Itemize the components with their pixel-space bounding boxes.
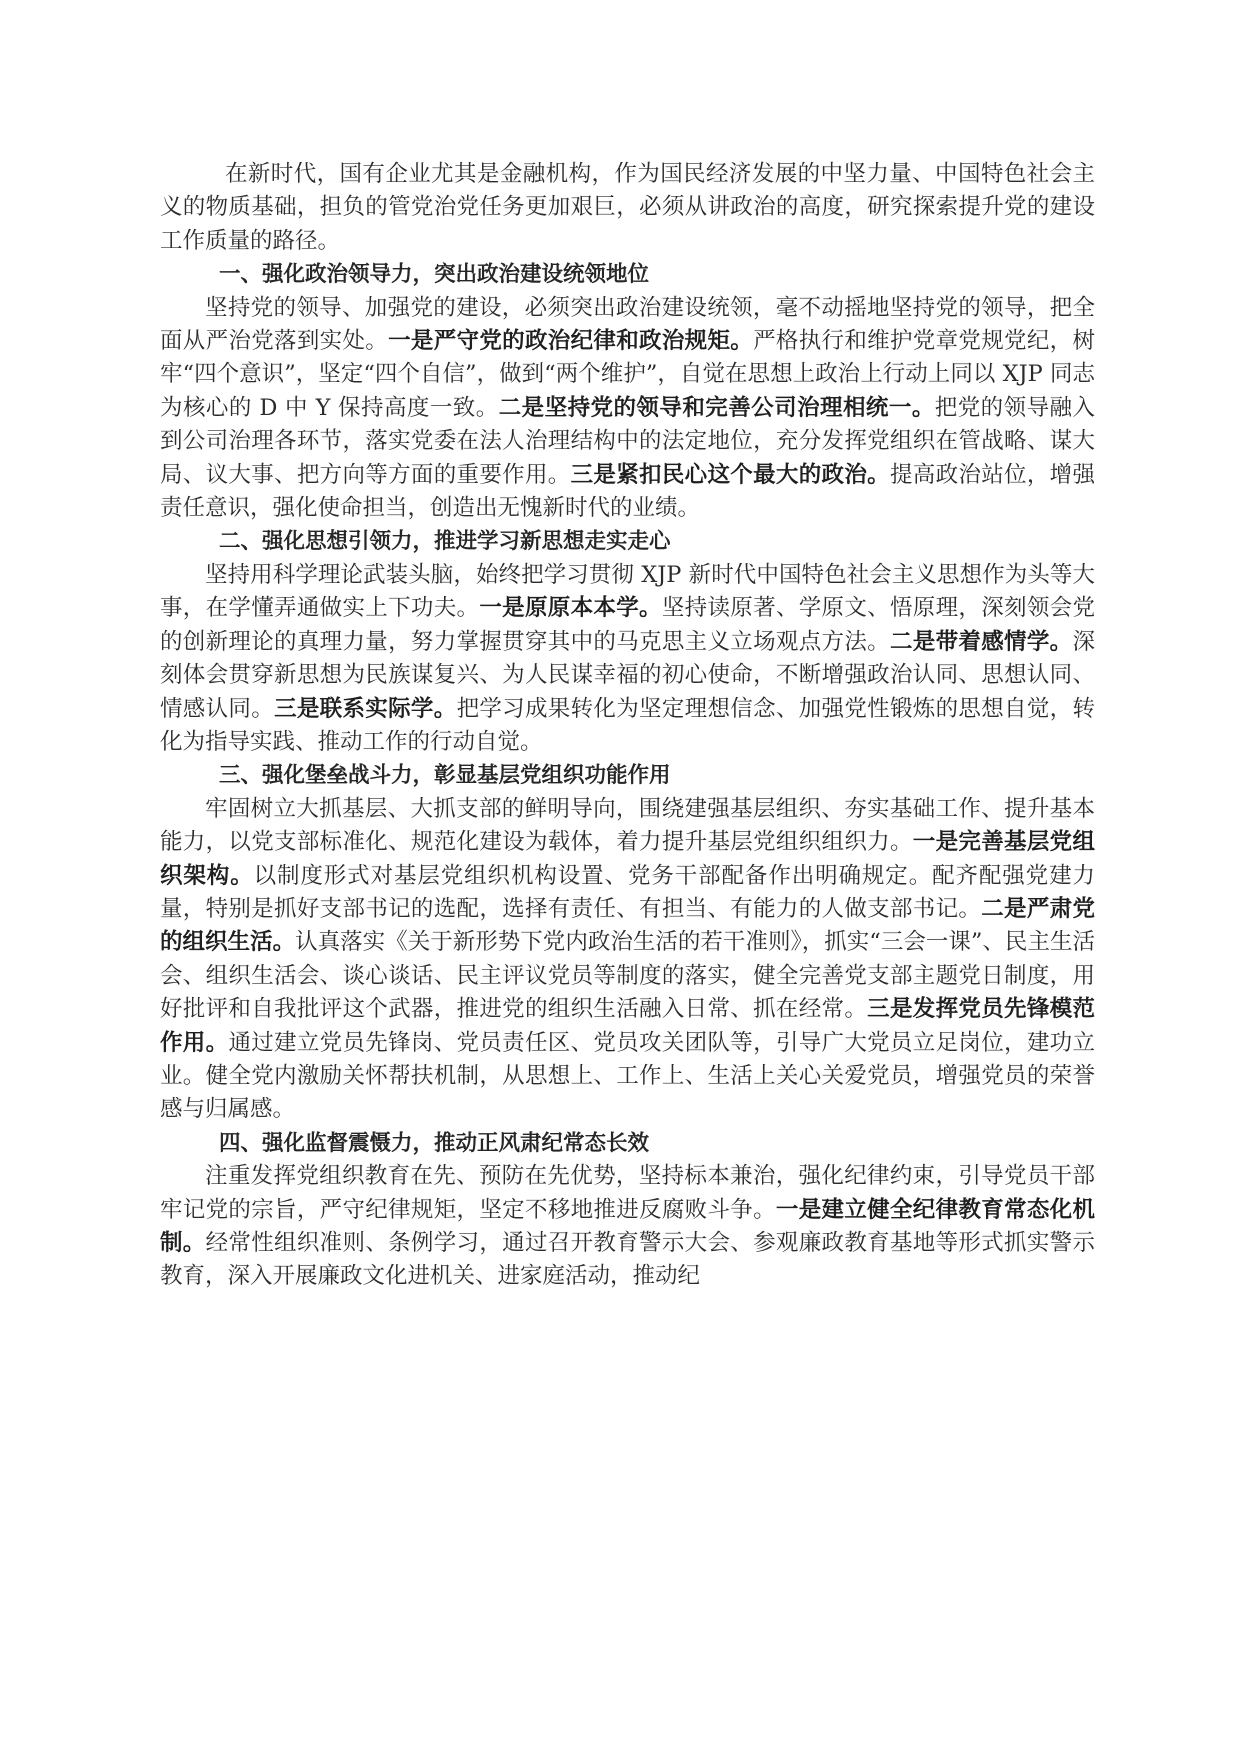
intro-paragraph: 在新时代，国有企业尤其是金融机构，作为国民经济发展的中坚力量、中国特色社会主义的物质基础，担负的管党治党任务更加艰巨，必须从讲政治的高度，研究探索提升党的建设工作质量的路径。 bbox=[160, 161, 1095, 254]
bold-point: 三是紧扣民心这个最大的政治。 bbox=[570, 461, 890, 488]
section-4-heading: 四、强化监督震慑力，推动正风肃纪常态长效 bbox=[219, 1130, 650, 1156]
section-1-heading: 一、强化政治领导力，突出政治建设统领地位 bbox=[219, 262, 650, 288]
section-4-paragraph bbox=[160, 1160, 1095, 1294]
text-run: 经常性组织准则、条例学习，通过召开教育警示大会、参观廉政教育基地等形式抓实警示教育，深入开展廉政文化进机关、进家庭活动，推动纪 bbox=[160, 1230, 1095, 1290]
text-run: 坚持用科学理论武装头脑，始终把学习贯彻 XJP 新时代中国特色社会主义思想作为头等大事，在学懂弄通做实上下功夫。 bbox=[160, 561, 1095, 622]
bold-point: 二是严肃党的组织生活。 bbox=[160, 895, 1095, 956]
text-run: 坚持党的领导、加强党的建设，必须突出政治建设统领，毫不动摇地坚持党的领导，把全面从严治党落到实处。 bbox=[160, 294, 1095, 355]
bold-point: 三是发挥党员先锋模范作用。 bbox=[160, 996, 1095, 1056]
section-2-heading: 二、强化思想引领力，推进学习新思想走实走心 bbox=[219, 529, 671, 555]
text-run: 坚持读原著、学原文、悟原理，深刻领会党的创新理论的真理力量，努力掌握贯穿其中的马克思主义立场观点方法。 bbox=[160, 595, 1095, 655]
bold-point: 一是严守党的政治纪律和政治规矩。 bbox=[388, 328, 754, 355]
bold-point: 三是联系实际学。 bbox=[274, 695, 457, 722]
text-run: 通过建立党员先锋岗、党员责任区、党员攻关团队等，引导广大党员立足岗位，建功立业。健全党内激励关怀帮扶机制，从思想上、工作上、生活上关心关爱党员，增强党员的荣誉感与归属感。 bbox=[160, 1029, 1095, 1123]
section-3-heading: 三、强化堡垒战斗力，彰显基层党组织功能作用 bbox=[219, 763, 671, 789]
section-2-paragraph bbox=[160, 559, 1095, 759]
bold-point: 二是带着感情学。 bbox=[889, 628, 1073, 655]
bold-point: 一是原原本本学。 bbox=[479, 595, 662, 622]
bold-point: 二是坚持党的领导和完善公司治理相统一。 bbox=[498, 394, 935, 421]
text-run: 深刻体会贯穿新思想为民族谋复兴、为人民谋幸福的初心使命，不断增强政治认同、思想认同、情感认同。 bbox=[160, 628, 1095, 722]
text-run: 认真落实《关于新形势下党内政治生活的若干准则》，抓实“三会一课”、民主生活会、组织生活会、谈心谈话、民主评议党员等制度的落实，健全完善党支部主题党日制度，用好批评和自我批评这个武器，推进党的组织生活融入日常、抓在经常。 bbox=[160, 929, 1095, 1023]
text-run: 以制度形式对基层党组织机构设置、党务干部配备作出明确规定。配齐配强党建力量，特别是抓好支部书记的选配，选择有责任、有担当、有能力的人做支部书记。 bbox=[160, 862, 1095, 922]
text-run: 注重发挥党组织教育在先、预防在先优势，坚持标本兼治，强化纪律约束，引导党员干部牢记党的宗旨，严守纪律规矩，坚定不移地推进反腐败斗争。 bbox=[160, 1163, 1095, 1223]
bold-point: 一是建立健全纪律教育常态化机制。 bbox=[160, 1196, 1095, 1256]
section-1-paragraph bbox=[160, 292, 1095, 526]
text-run: 把学习成果转化为坚定理想信念、加强党性锻炼的思想自觉，转化为指导实践、推动工作的行动自觉。 bbox=[160, 695, 1095, 755]
document-page bbox=[160, 158, 1095, 1294]
text-run: 严格执行和维护党章党规党纪，树牢“四个意识”，坚定“四个自信”，做到“两个维护”，自觉在思想上政治上行动上同以 XJP 同志为核心的 D 中 Y 保持高度一致。 bbox=[160, 328, 1095, 421]
section-3-paragraph bbox=[160, 793, 1095, 1127]
text-run: 提高政治站位，增强责任意识，强化使命担当，创造出无愧新时代的业绩。 bbox=[160, 461, 1095, 522]
text-run: 牢固树立大抓基层、大抓支部的鲜明导向，围绕建强基层组织、夯实基础工作、提升基本能力，以党支部标准化、规范化建设为载体，着力提升基层党组织组织力。 bbox=[160, 795, 1095, 856]
text-run: 把党的领导融入到公司治理各环节，落实党委在法人治理结构中的法定地位，充分发挥党组织在管战略、谋大局、议大事、把方向等方面的重要作用。 bbox=[160, 394, 1095, 488]
bold-point: 一是完善基层党组织架构。 bbox=[160, 829, 1095, 889]
